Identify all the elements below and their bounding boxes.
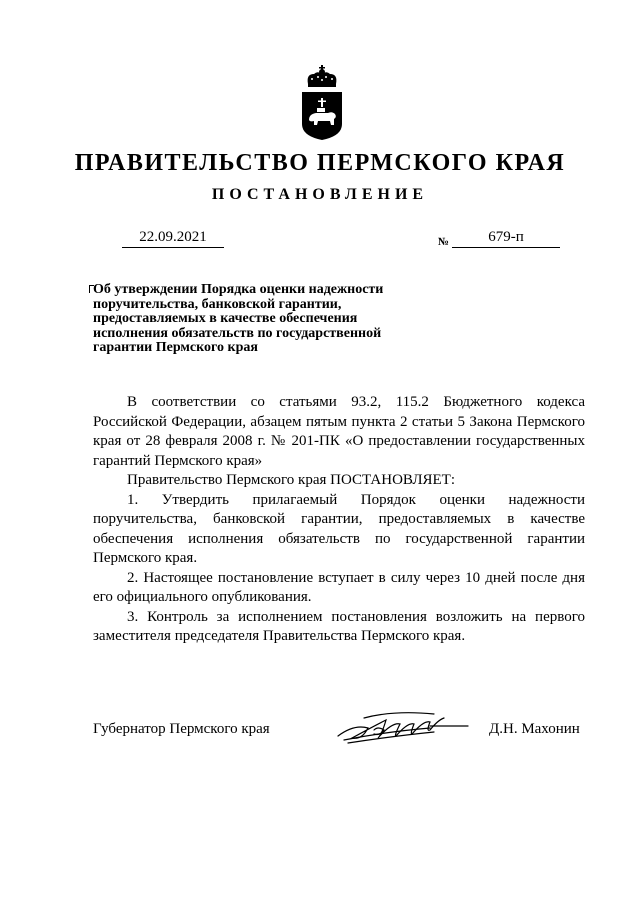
document-type: ПОСТАНОВЛЕНИЕ: [211, 186, 429, 203]
subject-line: предоставляемых в качестве обеспечения: [93, 311, 358, 326]
subject-line: поручительства, банковской гарантии,: [93, 296, 342, 312]
body-paragraph-preamble: В соответствии со статьями 93.2, 115.2 Бюджетного кодекса Российской Федерации, абзацем пятым пункта 2 статьи 5 Закона Пермского края от 28 февраля 2008 г. № 201-ПК «О предоставлении государственных гарантий Пермского края»: [93, 394, 585, 469]
body-paragraph-item-3: 3. Контроль за исполнением постановления возложить на первого заместителя председателя Правительства Пермского края.: [93, 608, 585, 644]
document-subject: [93, 283, 433, 356]
body-paragraph-item-2: 2. Настоящее постановление вступает в силу через 10 дней после дня его официального опубликования.: [93, 569, 585, 605]
signatory-position: Губернатор Пермского края: [93, 721, 270, 737]
number-label: №: [438, 236, 450, 248]
government-title: ПРАВИТЕЛЬСТВО ПЕРМСКОГО КРАЯ: [74, 150, 566, 176]
body-paragraph-resolves: Правительство Пермского края ПОСТАНОВЛЯЕТ:: [127, 472, 456, 488]
signatory-name: Д.Н. Махонин: [489, 721, 580, 737]
subject-line: Об утверждении Порядка оценки надежности: [93, 282, 384, 297]
subject-line: гарантии Пермского края: [93, 340, 258, 355]
handwritten-signature-icon: [334, 706, 470, 748]
coat-of-arms-icon: [296, 62, 348, 142]
document-date: 22.09.2021: [122, 227, 224, 248]
subject-corner-mark: [89, 285, 94, 293]
subject-line: исполнения обязательств по государственной: [93, 325, 382, 341]
document-number: 679-п: [452, 227, 560, 248]
document-body: [93, 393, 585, 647]
body-paragraph-item-1: 1. Утвердить прилагаемый Порядок оценки надежности поручительства, банковской гарантии, предоставляемых в качестве обеспечения исполнения обязательств по государственной гарантии Пермского края.: [93, 491, 585, 566]
